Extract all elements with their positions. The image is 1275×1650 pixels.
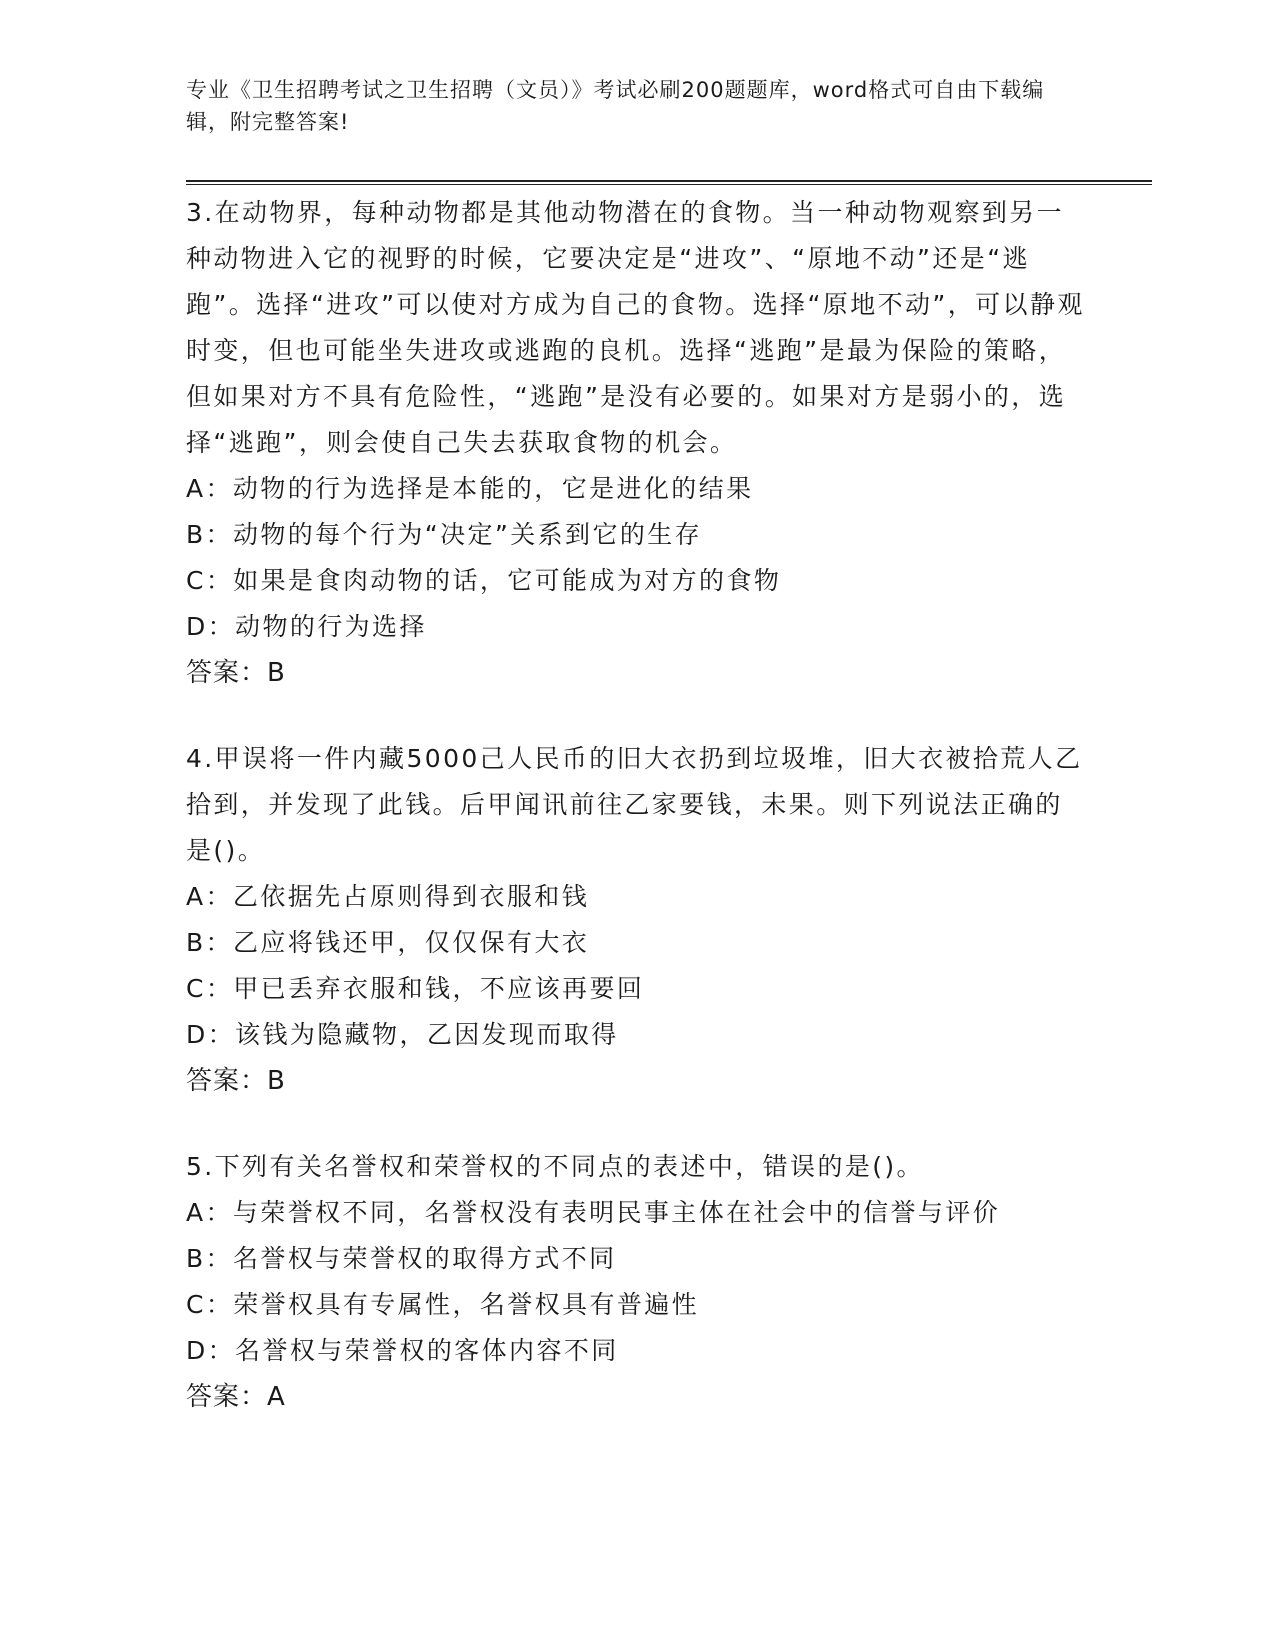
option-a: A：乙依据先占原则得到衣服和钱 (186, 882, 590, 911)
option-b: B：名誉权与荣誉权的取得方式不同 (186, 1244, 617, 1273)
option-c: C：荣誉权具有专属性，名誉权具有普遍性 (186, 1290, 700, 1319)
question-text: 4.甲误将一件内藏5000己人民币的旧大衣扔到垃圾堆，旧大衣被拾荒人乙拾到，并发现了此钱。后甲闻讯前往乙家要钱，未果。则下列说法正确的是()。 (186, 744, 1083, 865)
header-divider (186, 180, 1152, 185)
document-header: 专业《卫生招聘考试之卫生招聘（文员）》考试必刷200题题库，word格式可自由下载编辑，附完整答案! (186, 78, 1045, 134)
option-c: C：甲已丢弃衣服和钱，不应该再要回 (186, 974, 645, 1003)
option-d: D：动物的行为选择 (186, 612, 427, 641)
question-list (186, 190, 1086, 1460)
question-item (186, 1144, 1086, 1420)
answer-label: 答案：B (186, 658, 286, 688)
option-a: A：动物的行为选择是本能的，它是进化的结果 (186, 474, 754, 503)
question-text: 3.在动物界，每种动物都是其他动物潜在的食物。当一种动物观察到另一种动物进入它的视野的时候，它要决定是“进攻”、“原地不动”还是“逃跑”。选择“进攻”可以使对方成为自己的食物。选择“原地不动”，可以静观时变，但也可能坐失进攻或逃跑的良机。选择“逃跑”是最为保险的策略，但如果对方不具有危险性，“逃跑”是没有必要的。如果对方是弱小的，选择“逃跑”，则会使自己失去获取食物的机会。 (186, 198, 1085, 457)
question-text: 5.下列有关名誉权和荣誉权的不同点的表述中，错误的是()。 (186, 1152, 924, 1181)
option-b: B：动物的每个行为“决定”关系到它的生存 (186, 520, 703, 549)
answer-label: 答案：A (186, 1382, 286, 1412)
answer-label: 答案：B (186, 1066, 286, 1096)
question-item (186, 736, 1086, 1104)
option-d: D：名誉权与荣誉权的客体内容不同 (186, 1336, 619, 1365)
option-c: C：如果是食肉动物的话，它可能成为对方的食物 (186, 566, 782, 595)
option-b: B：乙应将钱还甲，仅仅保有大衣 (186, 928, 590, 957)
option-d: D：该钱为隐藏物，乙因发现而取得 (186, 1020, 619, 1049)
option-a: A：与荣誉权不同，名誉权没有表明民事主体在社会中的信誉与评价 (186, 1198, 1001, 1227)
question-item (186, 190, 1086, 696)
